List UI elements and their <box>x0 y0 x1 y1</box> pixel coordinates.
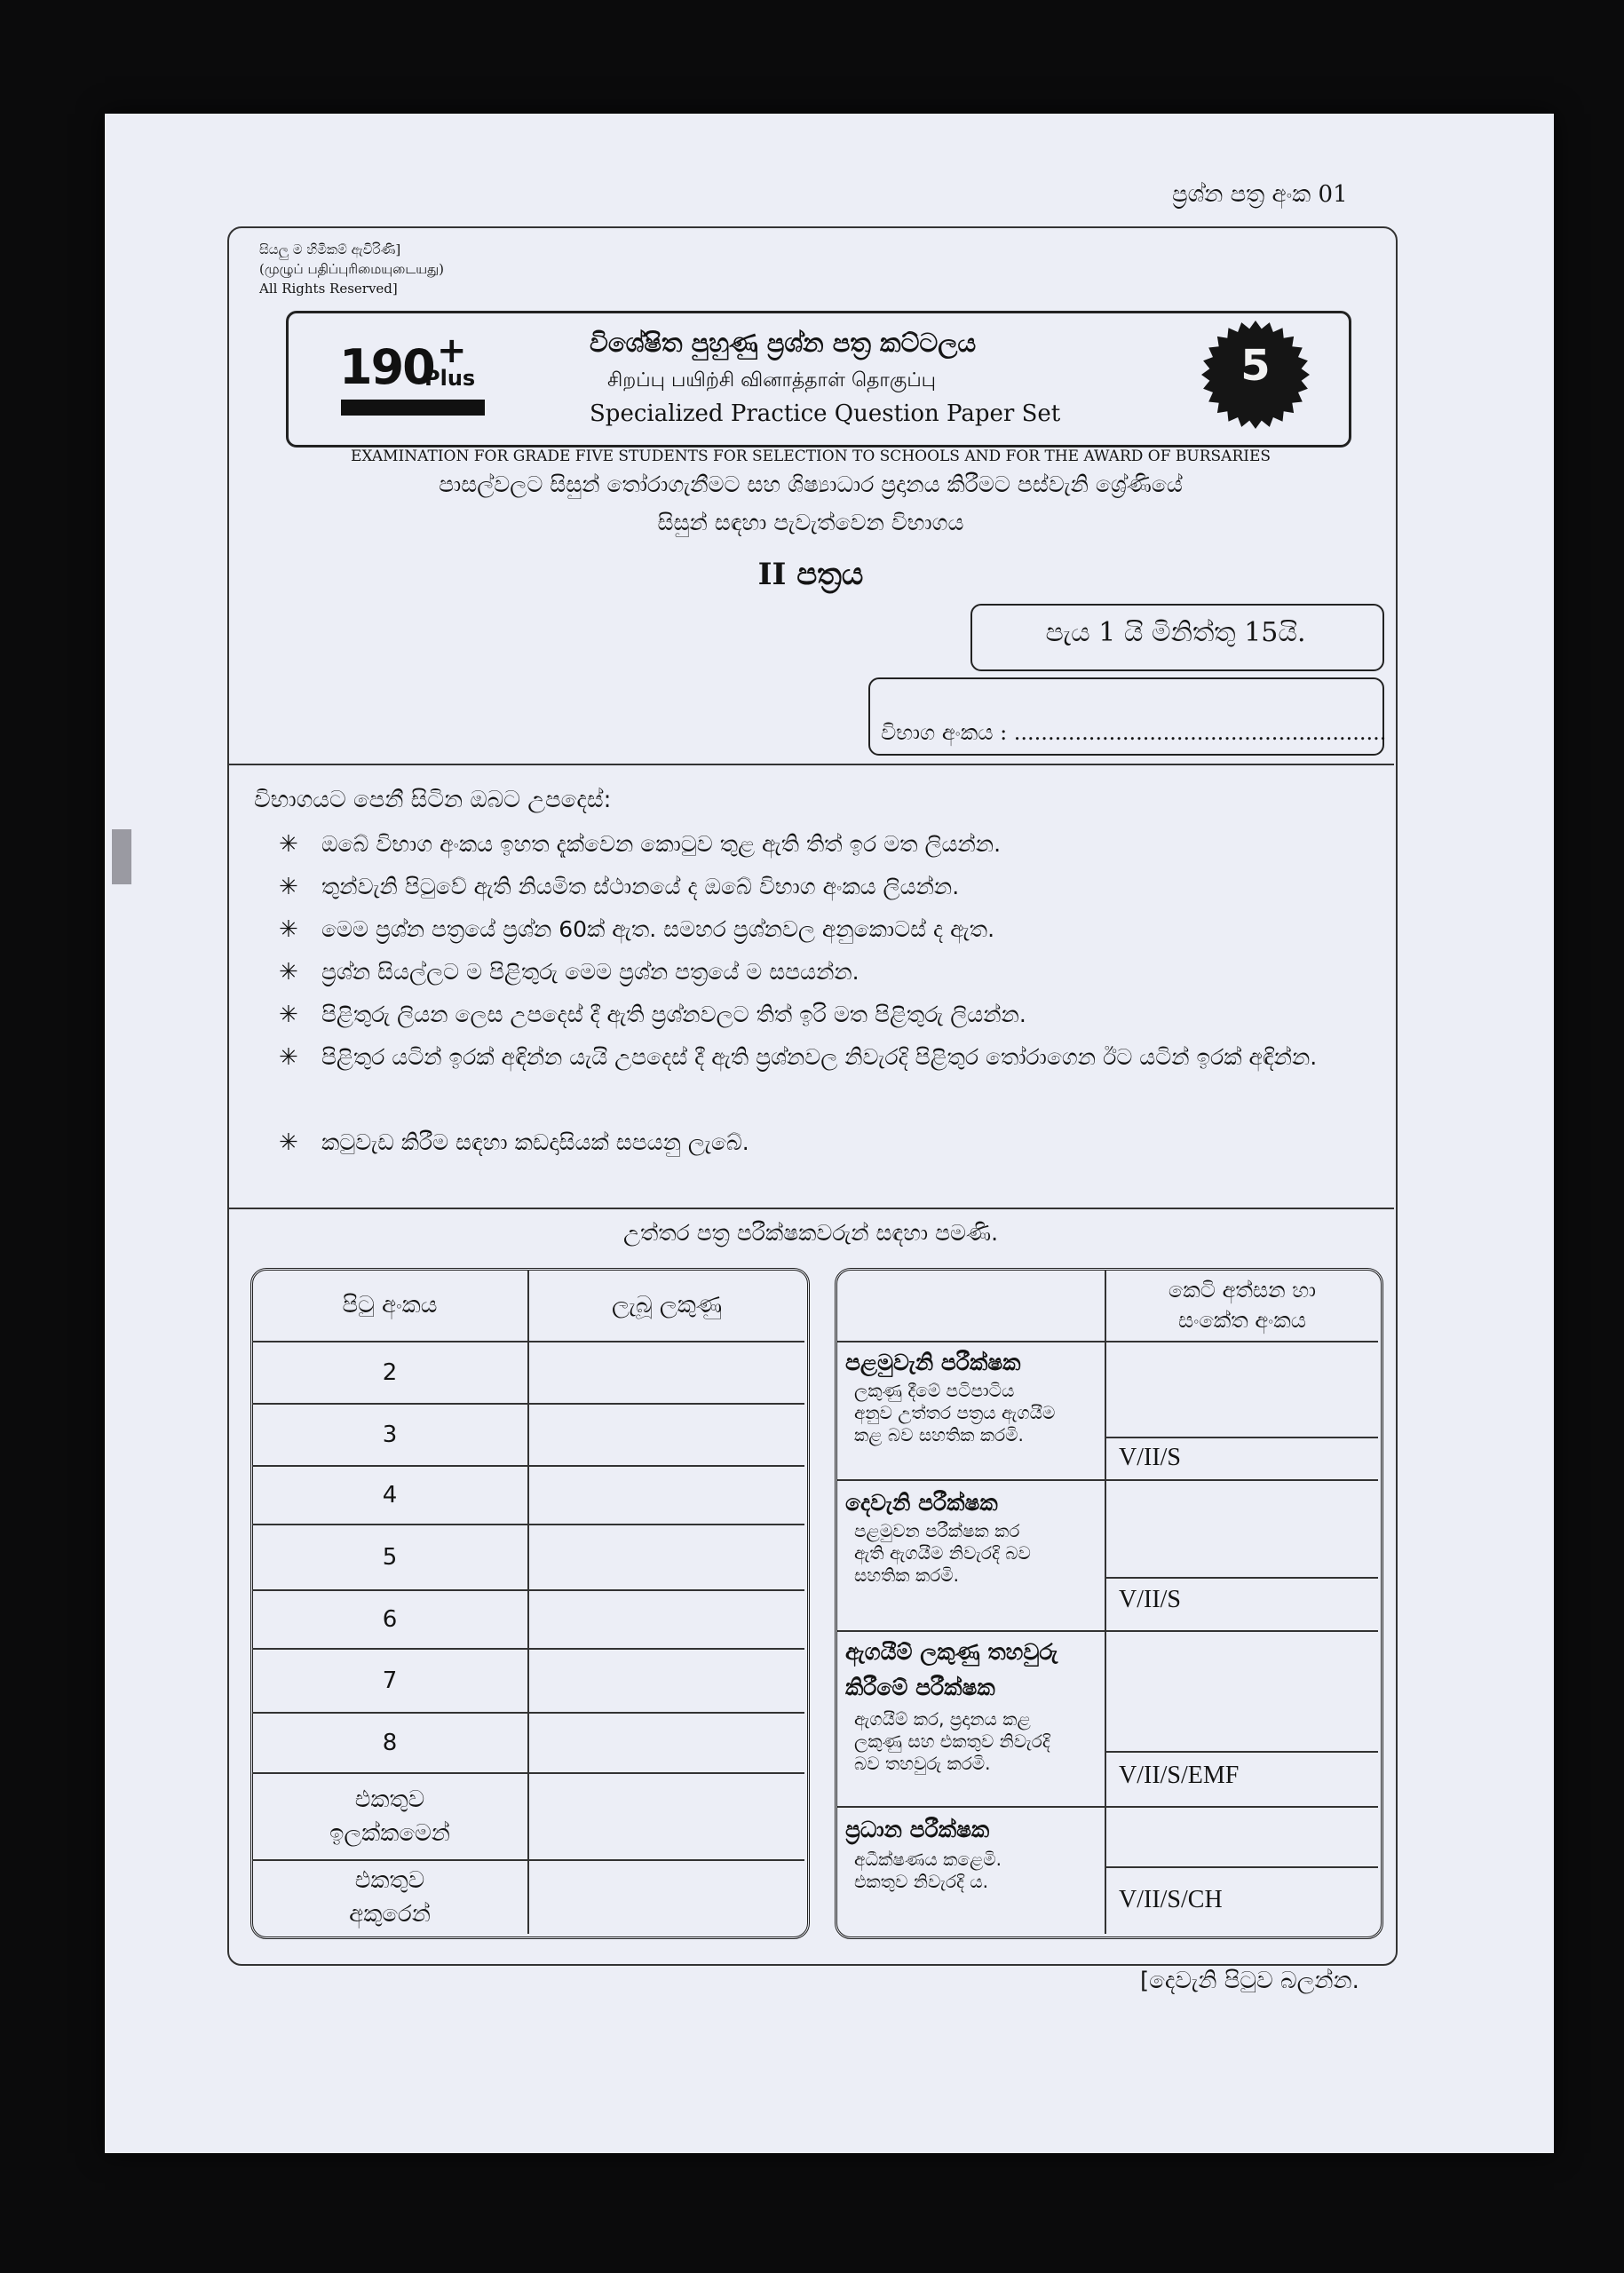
marks-table-column-divider <box>527 1270 529 1934</box>
examiners-table-column-divider <box>1105 1270 1106 1934</box>
page-number-cell: 8 <box>382 1730 398 1756</box>
advice-text: කටුවැඩ කිරීම සඳහා කඩදාසියක් සපයනු ලැබේ. <box>321 1129 749 1155</box>
logo-number: 190 <box>339 339 434 395</box>
advice-text: පිළිතුරු ලියන ලෙස උපදෙස් දී ඇති ප්‍රශ්නවලට තිත් ඉරි මත පිළිතුරු ලියන්න. <box>321 1002 1026 1027</box>
desc-line: ලකුණු දීමේ පටිපාටිය <box>854 1380 1015 1401</box>
asterisk-bullet-icon: ✳ <box>279 1002 298 1028</box>
logo-word: Plus <box>424 366 476 391</box>
section-divider <box>227 764 1394 765</box>
desc-line: අනුව උත්තර පත්‍රය ඇගයීම <box>854 1402 1056 1423</box>
rights-ta: (முழுப் பதிப்புரிமையுடையது) <box>259 261 445 277</box>
desc-line: ලකුණු සහ එකතුව නිවැරදි <box>854 1730 1050 1752</box>
marks-obtained-header: ලැබූ ලකුණු <box>611 1292 723 1319</box>
examiners-table-divider <box>836 1630 1378 1632</box>
advice-text: ප්‍රශ්න සියල්ලට ම පිළිතුරු මෙම ප්‍රශ්න පත්‍රයේ ම සපයන්න. <box>321 959 860 985</box>
asterisk-bullet-icon: ✳ <box>279 831 298 858</box>
asterisk-bullet-icon: ✳ <box>279 1044 298 1071</box>
total-label-line1: එකතුව <box>354 1867 425 1894</box>
paper-number: ප්‍රශ්න පත්‍ර අංක 01 <box>1172 181 1348 208</box>
binder-mark <box>112 829 131 884</box>
chief-examiner-desc <box>854 1849 1002 1893</box>
advice-text: ඔබේ විභාග අංකය ඉහත දැක්වෙන කොටුව තුළ ඇති තිත් ඉර මත ලියන්න. <box>321 831 1002 857</box>
total-in-words-label <box>252 1861 527 1934</box>
asterisk-bullet-icon: ✳ <box>279 916 298 943</box>
examiners-table-divider <box>836 1341 1378 1342</box>
exam-name-english: EXAMINATION FOR GRADE FIVE STUDENTS FOR SELECTION TO SCHOOLS AND FOR THE AWARD OF BURSARIES <box>350 447 1271 465</box>
total-in-numbers-label <box>252 1774 527 1859</box>
advice-text: මෙම ප්‍රශ්න පත්‍රයේ ප්‍රශ්න 60ක් ඇත. සමහර ප්‍රශ්නවල අනුකොටස් ද ඇත. <box>321 916 995 942</box>
desc-line: ඇති ඇගයීම නිවැරදි බව <box>854 1542 1031 1564</box>
see-page-two-note: [දෙවැනි පිටුව බලන්න. <box>1140 1968 1359 1994</box>
desc-line: කළ බව සහතික කරමි. <box>854 1424 1024 1445</box>
rights-notice <box>259 240 444 298</box>
page-number-cell: 2 <box>382 1359 398 1386</box>
rights-en: All Rights Reserved] <box>259 281 398 297</box>
desc-line: සහතික කරමි. <box>854 1564 960 1586</box>
first-examiner-desc <box>854 1380 1055 1446</box>
series-title-sinhala: විශේෂිත පුහුණු ප්‍රශ්න පත්‍ර කට්ටලය <box>590 328 977 358</box>
desc-line: අධීක්ෂණය කළෙමි. <box>854 1849 1002 1870</box>
marks-verification-examiner-title: ඇගයීම් ලකුණු තහවුරු <box>845 1639 1058 1665</box>
first-examiner-code: V/II/S <box>1119 1444 1181 1471</box>
second-examiner-title: දෙවැනි පරීක්ෂක <box>845 1490 998 1516</box>
page-number-header: පිටු අංකය <box>342 1292 438 1319</box>
marks-verification-examiner-title-line2: කිරීමේ පරීක්ෂක <box>845 1675 995 1700</box>
rights-si: සියලු ම හිමිකම් ඇවිරිණි] <box>259 242 401 257</box>
paper-title: II පත්‍රය <box>757 557 864 592</box>
190-plus-logo <box>339 330 487 417</box>
code-row-divider <box>1106 1866 1378 1868</box>
code-row-divider <box>1106 1751 1378 1753</box>
code-row-divider <box>1106 1437 1378 1438</box>
exam-number-field[interactable]: විභාග අංකය : ....................................................... <box>881 720 1387 745</box>
total-label-line2: ඉලක්කමෙන් <box>329 1820 450 1847</box>
page-number-cell: 3 <box>382 1422 398 1448</box>
examiners-heading: උත්තර පත්‍ර පරීක්ෂකවරුන් සඳහා පමණි. <box>622 1220 999 1246</box>
asterisk-bullet-icon: ✳ <box>279 874 298 900</box>
code-row-divider <box>1106 1577 1378 1579</box>
page-number-cell: 4 <box>382 1482 398 1509</box>
advice-heading: විභාගයට පෙනී සිටින ඔබට උපදෙස්: <box>254 787 612 813</box>
asterisk-bullet-icon: ✳ <box>279 1129 298 1156</box>
chief-examiner-title: ප්‍රධාන පරීක්ෂක <box>845 1817 990 1842</box>
second-examiner-desc <box>854 1520 1031 1587</box>
examiners-table-divider <box>836 1806 1378 1808</box>
total-label-line2: අකුරෙන් <box>349 1901 431 1928</box>
chief-examiner-code: V/II/S/CH <box>1119 1886 1223 1913</box>
marks-verification-code: V/II/S/EMF <box>1119 1762 1240 1789</box>
exam-name-sinhala-line1: පාසල්වලට සිසුන් තෝරාගැනීමට සහ ශිෂ්‍යාධාර ප්‍රදානය කිරීමට පස්වැනි ශ්‍රේණියේ <box>439 471 1183 497</box>
logo-tagline-bar <box>341 400 485 416</box>
exam-name-sinhala-line2: සිසුන් සඳහා පැවැත්වෙන විභාගය <box>657 510 964 535</box>
second-examiner-code: V/II/S <box>1119 1586 1181 1613</box>
desc-line: එකතුව නිවැරදි ය. <box>854 1871 989 1892</box>
set-number: 5 <box>1240 341 1271 391</box>
examiners-table-divider <box>836 1479 1378 1481</box>
desc-line: පළමුවන පරීක්ෂක කර <box>854 1520 1020 1541</box>
signature-header-line1: කෙටි අත්සන හා <box>1168 1278 1317 1303</box>
asterisk-bullet-icon: ✳ <box>279 959 298 986</box>
page-number-cell: 6 <box>382 1606 398 1633</box>
page-number-cell: 5 <box>382 1544 398 1571</box>
desc-line: බව තහවුරු කරමි. <box>854 1753 991 1774</box>
total-label-line1: එකතුව <box>354 1786 425 1813</box>
signature-code-header <box>1106 1270 1378 1341</box>
logo-plus-sign: + <box>437 330 467 371</box>
exam-duration: පැය 1 යි මිනිත්තු 15යි. <box>1045 617 1306 648</box>
advice-text: පිළිතුර යටින් ඉරක් අඳින්න යැයි උපදෙස් දී ඇති ප්‍රශ්නවල නිවැරදි පිළිතුර තෝරාගෙන ඊට යටින් ඉරක් අඳින්න. <box>321 1044 1318 1070</box>
marks-verification-examiner-desc <box>854 1708 1050 1775</box>
series-title-english: Specialized Practice Question Paper Set <box>590 400 1061 427</box>
signature-header-line2: සංකේත අංකය <box>1178 1308 1306 1333</box>
first-examiner-title: පළමුවැනි පරීක්ෂක <box>845 1350 1021 1375</box>
desc-line: ඇගයීම් කර, ප්‍රදානය කළ <box>854 1708 1031 1730</box>
section-divider <box>227 1208 1394 1209</box>
series-title-tamil: சிறப்பு பயிற்சி வினாத்தாள் தொகுப்பு <box>607 369 937 392</box>
advice-text: තුන්වැනි පිටුවේ ඇති නියමිත ස්ථානයේ ද ඔබේ විභාග අංකය ලියන්න. <box>321 874 960 899</box>
page-number-cell: 7 <box>382 1667 398 1694</box>
